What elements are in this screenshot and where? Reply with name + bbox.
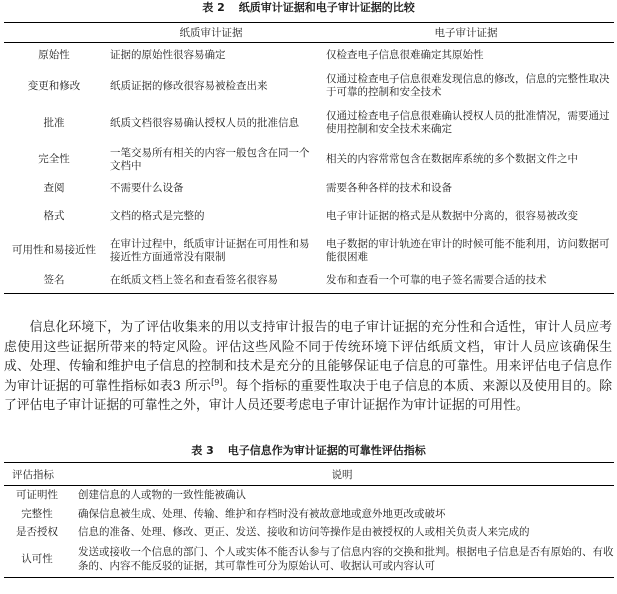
table-row [4, 68, 614, 105]
table-cell: 在纸质文档上签名和查看签名很容易 [110, 274, 278, 287]
table-cell: 发布和查看一个可靠的电子签名需要合适的技术 [326, 274, 547, 287]
row-label: 批准 [43, 116, 65, 129]
table3-caption-text: 电子信息作为审计证据的可靠性评估指标 [227, 444, 426, 457]
paragraph-text: 信息化环境下，为了评估收集来的用以支持审计报告的电子审计证据的充分性和合适性，审计人员应考虑使用这些证据所带来的特定风险。评估这些风险不同于传统环境下评估纸质文档，审计人员应该确保生成、处理、传输和维护电子信息的控制和技术是充分的且能够保证电子信息的可靠性。用来评估电子信息作为审计证据的可靠性指标如表3 所示 [4, 320, 612, 394]
table-row [4, 178, 614, 200]
row-label: 完整性 [21, 507, 53, 520]
citation-reference: [9] [211, 377, 223, 387]
table-row [4, 486, 614, 505]
table-row [4, 542, 614, 578]
table-row [4, 105, 614, 142]
reliability-indicators-table [4, 462, 614, 578]
table-cell: 仅检查电子信息很难确定其原始性 [326, 48, 484, 61]
table-row [4, 43, 614, 68]
table-cell: 发送或接收一个信息的部门、个人或实体不能否认参与了信息内容的交换和批判。根据电子信息是否有原始的、有收条的、内容不能反驳的证据，其可靠性可分为原始认可、收据认可或内容认可 [78, 546, 614, 573]
row-label: 是否授权 [16, 526, 58, 538]
body-paragraph [4, 318, 612, 416]
table-row [4, 233, 614, 269]
row-label: 可证明性 [16, 489, 58, 502]
table-row [4, 523, 614, 542]
row-label: 认可性 [21, 553, 53, 566]
table-cell: 纸质文档很容易确认授权人员的批准信息 [110, 116, 299, 129]
column-header: 纸质审计证据 [179, 27, 243, 39]
row-label: 签名 [43, 274, 65, 287]
table-cell: 证据的原始性很容易确定 [110, 48, 226, 61]
table2-caption-text: 纸质审计证据和电子审计证据的比较 [238, 1, 415, 14]
row-label: 可用性和易接近性 [12, 244, 96, 256]
table-cell: 仅通过检查电子信息很难确认授权人员的批准情况，需要通过使用控制和安全技术来确定 [326, 110, 610, 135]
column-header [4, 23, 104, 43]
table-cell: 一笔交易所有相关的内容一般包含在同一个文档中 [110, 146, 310, 172]
table-cell: 仅通过检查电子信息很难发现信息的修改，信息的完整性取决于可靠的控制和安全技术 [326, 73, 610, 98]
table-header-row [4, 23, 614, 43]
table2-caption-number: 表 2 [202, 1, 225, 14]
row-label: 完全性 [38, 153, 70, 165]
table-cell: 电子数据的审计轨迹在审计的时候可能不能利用，访问数据可能很困难 [326, 237, 610, 263]
table-cell: 信息的准备、处理、修改、更正、发送、接收和访问等操作是由被授权的人或相关负责人来完成的 [78, 526, 530, 538]
table-row [4, 269, 614, 294]
table-cell: 不需要什么设备 [110, 182, 184, 194]
row-label: 查阅 [43, 182, 65, 194]
table-cell: 在审计过程中，纸质审计证据在可用性和易接近性方面通常没有限制 [110, 237, 310, 263]
row-label: 格式 [43, 209, 65, 222]
paragraph-text-continued: 。每个指标的重要性取决于电子信息的本质、来源以及使用目的。除了评估电子审计证据的可靠性之外，审计人员还要考虑电子审计证据作为审计证据的可用性。 [4, 378, 613, 414]
column-header: 评估指标 [12, 468, 54, 481]
comparison-table [4, 22, 614, 294]
table-cell: 创建信息的人或物的一致性能被确认 [78, 489, 246, 502]
table3-caption-number: 表 3 [191, 444, 214, 457]
table-row [4, 505, 614, 523]
table-cell: 电子审计证据的格式是从数据中分离的，很容易被改变 [326, 209, 578, 222]
table-cell: 确保信息被生成、处理、传输、维护和存档时没有被故意地或意外地更改或破坏 [78, 507, 446, 520]
column-header: 说明 [331, 468, 353, 481]
column-header: 电子审计证据 [434, 27, 498, 39]
row-label: 原始性 [38, 48, 70, 61]
table-cell: 纸质证据的修改很容易被检查出来 [110, 79, 268, 92]
row-label: 变更和修改 [27, 79, 81, 92]
table3-caption [0, 444, 617, 458]
table-row [4, 200, 614, 233]
table-cell: 需要各种各样的技术和设备 [326, 182, 452, 194]
table-cell: 文档的格式是完整的 [110, 209, 205, 222]
table-header-row [4, 463, 614, 486]
table2-caption [0, 1, 617, 15]
table-cell: 相关的内容常常包含在数据库系统的多个数据文件之中 [326, 153, 578, 165]
table-row [4, 142, 614, 178]
